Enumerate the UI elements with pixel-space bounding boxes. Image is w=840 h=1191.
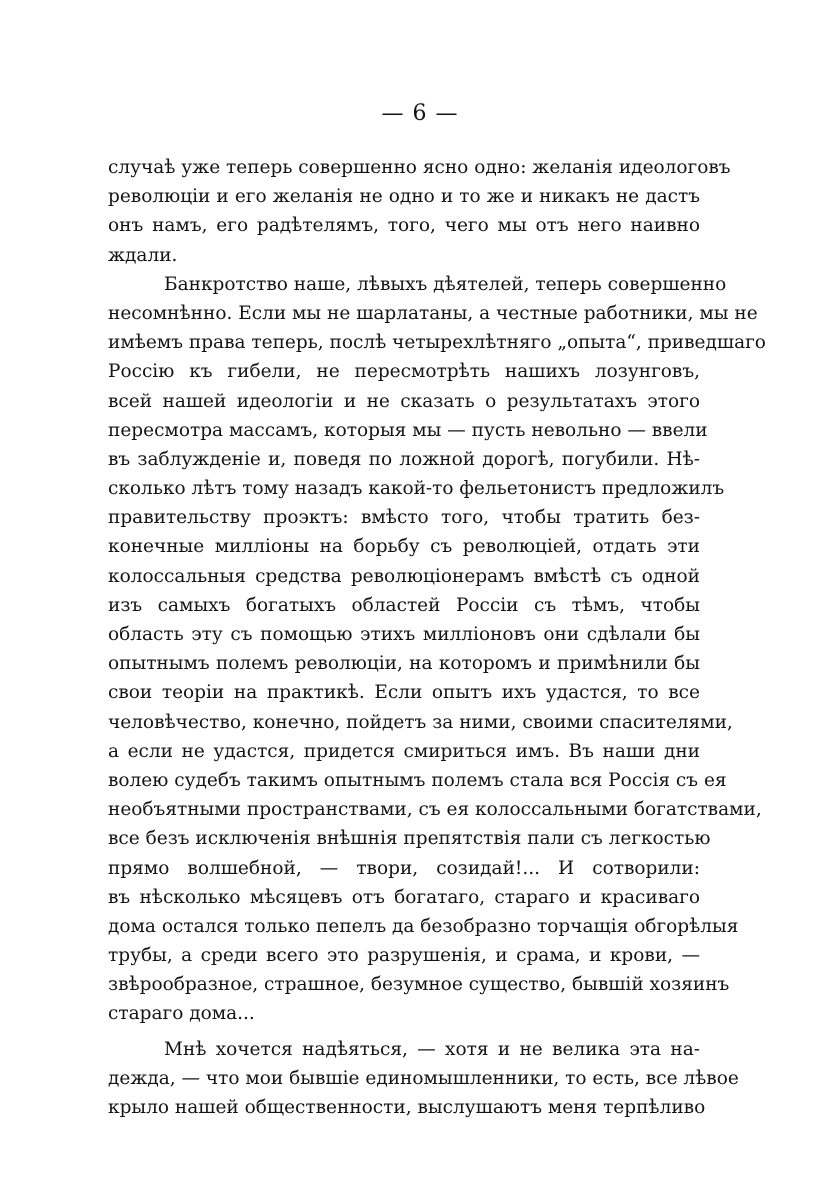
text-line: стараго дома... bbox=[108, 1003, 255, 1025]
text-line: звѣрообразное, страшное, безумное существо, бывшій хозяинъ bbox=[108, 974, 730, 996]
text-line: прямо волшебной, — твори, созидай!... И сотворили: bbox=[108, 857, 700, 879]
text-line: въ нѣсколько мѣсяцевъ отъ богатаго, стараго и красиваго bbox=[108, 886, 700, 908]
text-line: изъ самыхъ богатыхъ областей Россіи съ тѣмъ, чтобы bbox=[108, 594, 700, 616]
text-line: правительству проэктъ: вмѣсто того, чтобы тратить без- bbox=[108, 507, 700, 529]
text-line: Банкротство наше, лѣвыхъ дѣятелей, теперь совершенно bbox=[164, 273, 727, 295]
text-line: случаѣ уже теперь совершенно ясно одно: желанія идеологовъ bbox=[108, 157, 731, 178]
text-line: конечные милліоны на борьбу съ революціей, отдать эти bbox=[108, 536, 700, 558]
text-line: человѣчество, конечно, пойдетъ за ними, своими спасителями, bbox=[108, 711, 733, 733]
paragraph bbox=[108, 1035, 739, 1123]
text-line: дома остался только пепелъ да безобразно торчащія обгорѣлыя bbox=[108, 915, 739, 937]
text-line: а если не удастся, придется смириться имъ. Въ наши дни bbox=[108, 740, 700, 762]
text-body bbox=[108, 153, 766, 1122]
text-line: дежда, — что мои бывшіе единомышленники, то есть, все лѣвое bbox=[108, 1067, 739, 1089]
paragraph bbox=[108, 270, 766, 1029]
text-line: область эту съ помощью этихъ милліоновъ они сдѣлали бы bbox=[108, 624, 700, 645]
text-line: онъ намъ, его радѣтелямъ, того, чего мы отъ него наивно bbox=[108, 215, 700, 237]
text-line: Мнѣ хочется надѣяться, — хотя и не велика эта на- bbox=[164, 1038, 700, 1060]
text-line: Россію къ гибели, не пересмотрѣть нашихъ лозунговъ, bbox=[108, 361, 700, 383]
text-line: все безъ исключенія внѣшнія препятствія пали съ легкостью bbox=[108, 828, 711, 850]
text-line: всей нашей идеологіи и не сказать о результатахъ этого bbox=[108, 390, 700, 412]
text-line: пересмотра массамъ, которыя мы — пусть невольно — ввели bbox=[108, 419, 708, 441]
paragraph bbox=[108, 153, 731, 270]
text-line: опытнымъ полемъ революціи, на которомъ и примѣнили бы bbox=[108, 653, 700, 675]
text-line: имѣемъ права теперь, послѣ четырехлѣтняго „опыта“, приведшаго bbox=[108, 332, 766, 354]
text-line: сколько лѣтъ тому назадъ какой-то фельетонистъ предложилъ bbox=[108, 478, 725, 500]
page-number: — 6 — bbox=[381, 101, 459, 126]
text-line: трубы, а среди всего это разрушенія, и срама, и крови, — bbox=[108, 945, 700, 967]
text-line: въ заблужденіе и, поведя по ложной дорогѣ, погубили. Нѣ- bbox=[108, 448, 700, 470]
text-line: колоссальныя средства революціонерамъ вмѣстѣ съ одной bbox=[108, 565, 700, 587]
text-line: крыло нашей общественности, выслушаютъ меня терпѣливо bbox=[108, 1097, 706, 1118]
text-line: революціи и его желанія не одно и то же и никакъ не дастъ bbox=[108, 186, 700, 208]
text-line: ждали. bbox=[108, 244, 178, 266]
text-line: несомнѣнно. Если мы не шарлатаны, а честные работники, мы не bbox=[108, 302, 758, 324]
text-line: необъятными пространствами, съ ея колоссальными богатствами, bbox=[108, 799, 762, 821]
text-line: волею судебъ такимъ опытнымъ полемъ стала вся Россія съ ея bbox=[108, 769, 727, 791]
text-line: свои теоріи на практикѣ. Если опытъ ихъ удастся, то все bbox=[108, 682, 700, 704]
